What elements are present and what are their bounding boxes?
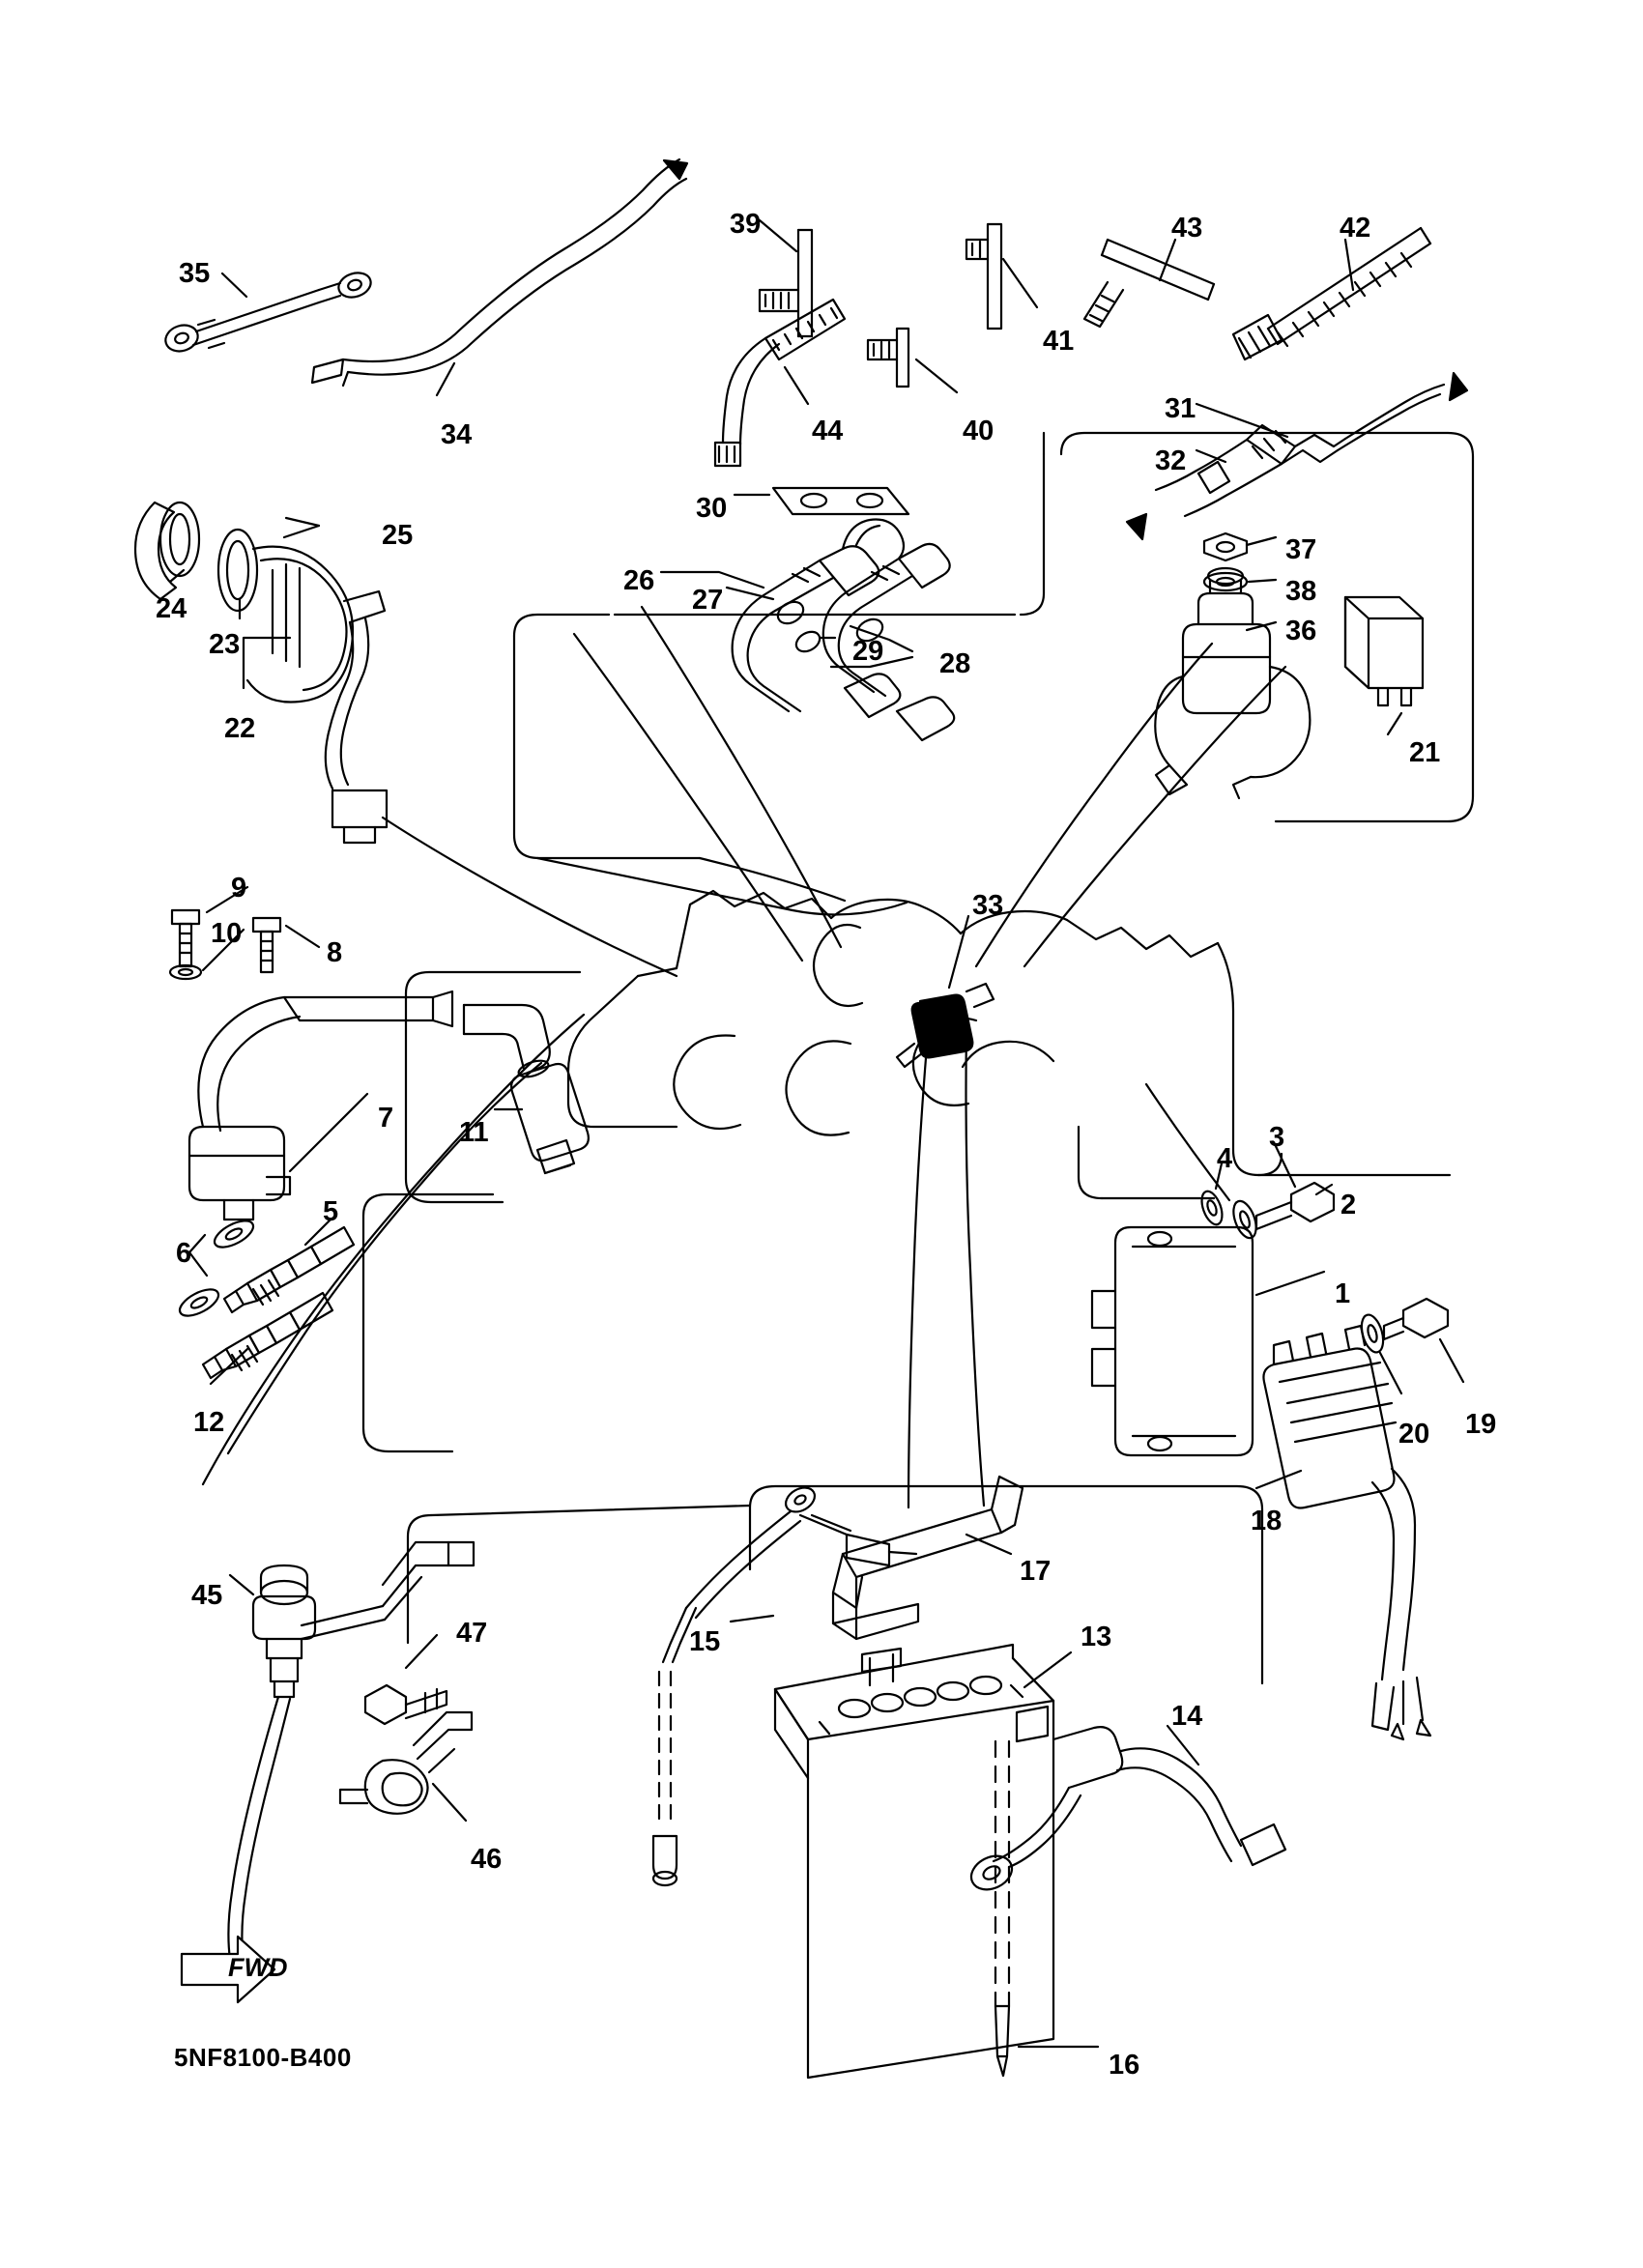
leader-6 [189, 1235, 207, 1276]
callout-5: 5 [323, 1196, 339, 1227]
leader-22 [244, 638, 290, 688]
fwd-label: FWD [228, 1953, 288, 1982]
callout-40: 40 [963, 416, 994, 446]
callout-30: 30 [696, 493, 728, 524]
callout-42: 42 [1340, 213, 1371, 244]
part-39-band [760, 230, 812, 336]
part-6-washer [211, 1216, 257, 1252]
leader-37 [1247, 537, 1276, 545]
callout-10: 10 [211, 918, 243, 949]
callout-23: 23 [209, 629, 241, 660]
part-code-label: 5NF8100-B400 [174, 2043, 352, 2072]
part-37-nut [1204, 533, 1247, 560]
callout-31: 31 [1165, 393, 1196, 424]
part-22-horn [247, 547, 387, 843]
part-42-band [1233, 228, 1430, 359]
part-14-positive-lead [966, 1727, 1285, 1896]
callout-3: 3 [1269, 1122, 1285, 1153]
callout-14: 14 [1171, 1701, 1203, 1732]
leader-42 [1345, 240, 1353, 290]
leader-18 [1256, 1471, 1301, 1488]
part-9-bolt [170, 910, 201, 979]
leader-25b [286, 518, 319, 526]
part-34-lead [312, 159, 687, 386]
part-26-29-plug-caps [733, 520, 955, 741]
callout-47: 47 [456, 1618, 488, 1649]
callout-29: 29 [852, 636, 884, 667]
callout-1: 1 [1335, 1278, 1351, 1309]
leader-47 [406, 1635, 437, 1668]
callout-11: 11 [459, 1117, 489, 1148]
callout-25: 25 [382, 520, 414, 551]
leader-35 [222, 273, 246, 297]
part-30-bracket [773, 488, 908, 514]
frame-body [203, 433, 1473, 1683]
callout-26: 26 [623, 565, 655, 596]
callout-20: 20 [1398, 1419, 1430, 1450]
leader-13 [1024, 1652, 1071, 1687]
part-7-ignition-coil [189, 991, 452, 1220]
part-40-band [868, 329, 908, 387]
leader-40 [916, 359, 957, 392]
part-3-washer [1229, 1198, 1260, 1241]
leader-46 [433, 1784, 466, 1821]
part-4-collar [1197, 1189, 1225, 1227]
part-45-switch [228, 1542, 474, 1977]
part-41-band [966, 224, 1001, 329]
callout-45: 45 [191, 1580, 223, 1611]
callout-7: 7 [378, 1103, 394, 1134]
leader-45 [230, 1575, 253, 1594]
callout-16: 16 [1109, 2050, 1140, 2081]
leader-21 [1388, 713, 1401, 734]
leader-41 [1003, 259, 1037, 307]
callout-6: 6 [176, 1238, 192, 1269]
callout-37: 37 [1285, 534, 1317, 565]
part-19-bolt [1384, 1299, 1448, 1339]
leader-14 [1167, 1726, 1198, 1765]
part-8-bolt [253, 918, 280, 972]
callout-2: 2 [1340, 1190, 1357, 1220]
callout-15: 15 [689, 1626, 721, 1657]
callout-18: 18 [1251, 1506, 1283, 1536]
callout-22: 22 [224, 713, 256, 744]
callout-43: 43 [1171, 213, 1203, 244]
callout-12: 12 [193, 1407, 225, 1438]
part-21-relay [1345, 597, 1423, 705]
callout-33: 33 [972, 890, 1004, 921]
leader-15 [731, 1616, 773, 1622]
leader-38 [1249, 580, 1276, 582]
callout-32: 32 [1155, 445, 1187, 476]
part-43-band [1084, 240, 1214, 327]
callout-4: 4 [1217, 1143, 1233, 1174]
leader-43 [1160, 240, 1175, 280]
callout-19: 19 [1465, 1409, 1497, 1440]
callout-27: 27 [692, 585, 724, 616]
part-24-grommet [135, 502, 199, 599]
callout-8: 8 [327, 937, 343, 968]
leader-8 [286, 926, 319, 947]
leader-39 [760, 220, 796, 251]
part-33-connector [897, 984, 994, 1067]
callout-21: 21 [1409, 737, 1441, 768]
callout-34: 34 [441, 419, 473, 450]
part-17-band [833, 1477, 1023, 1639]
leader-20 [1380, 1353, 1401, 1393]
leader-1 [1256, 1272, 1324, 1295]
part-6-washer-2 [176, 1284, 222, 1321]
callout-9: 9 [231, 873, 247, 904]
leader-25 [284, 526, 319, 537]
part-13-battery [775, 1645, 1053, 2078]
part-16-drain-tube [995, 1741, 1009, 2076]
part-47-bolt [365, 1685, 447, 1724]
part-46-clamp [340, 1712, 472, 1814]
callout-38: 38 [1285, 576, 1317, 607]
leader-7 [290, 1094, 367, 1171]
callout-24: 24 [156, 593, 187, 624]
callout-17: 17 [1020, 1556, 1052, 1587]
callout-28: 28 [939, 648, 971, 679]
leader-19 [1440, 1339, 1463, 1382]
callout-13: 13 [1081, 1622, 1112, 1652]
callout-36: 36 [1285, 616, 1317, 646]
part-18-rectifier [1263, 1326, 1430, 1739]
leader-33 [949, 916, 968, 988]
part-12-spark-plug [203, 1293, 332, 1378]
leader-34 [437, 363, 454, 395]
callout-41: 41 [1043, 326, 1075, 357]
callout-44: 44 [812, 416, 844, 446]
callout-46: 46 [471, 1844, 503, 1875]
callout-35: 35 [179, 258, 211, 289]
part-1-cdi-unit [1092, 1227, 1253, 1455]
part-23-ring [218, 530, 257, 611]
leader-44 [785, 367, 808, 404]
callout-39: 39 [730, 209, 762, 240]
